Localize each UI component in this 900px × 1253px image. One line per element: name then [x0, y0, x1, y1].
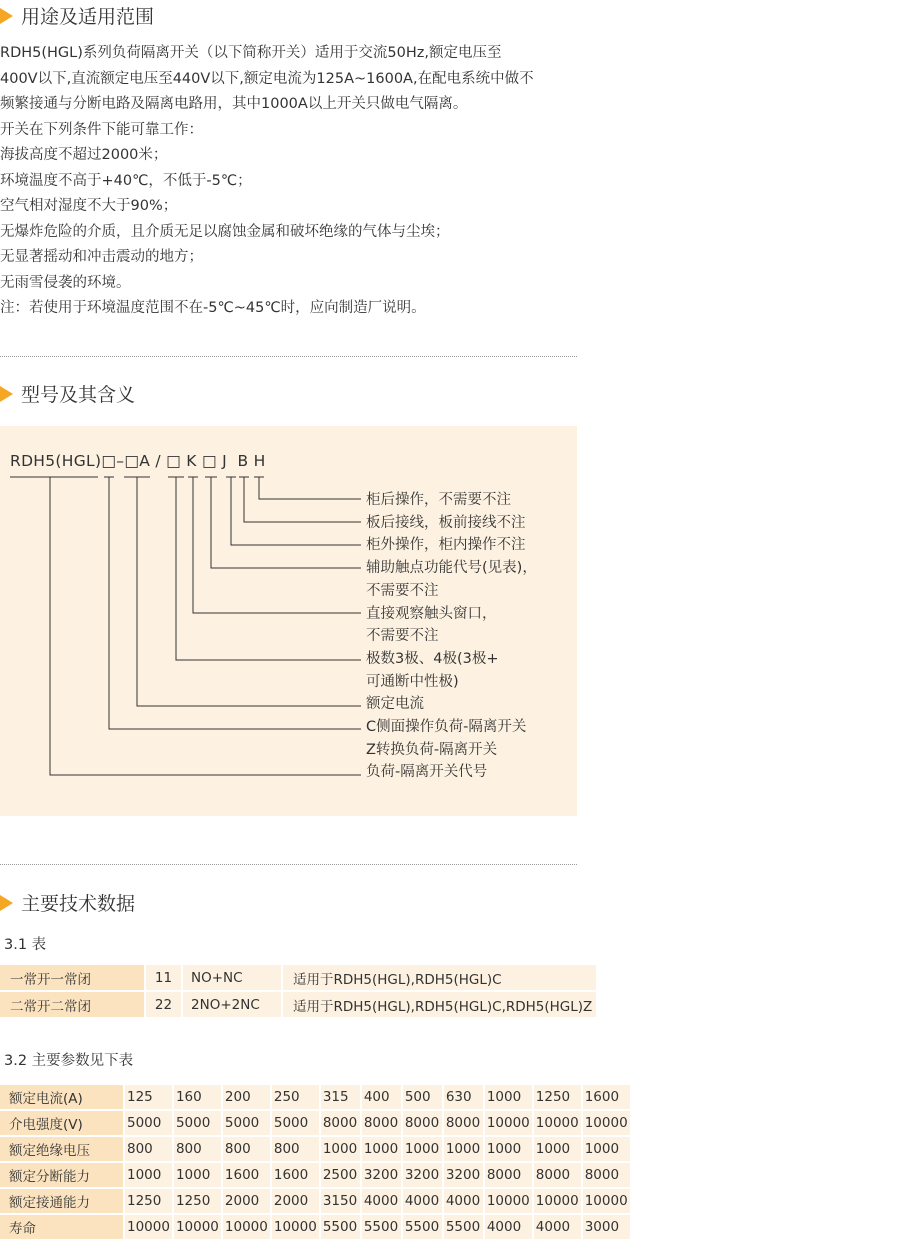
table-cell: 适用于RDH5(HGL),RDH5(HGL)C [283, 965, 596, 990]
table-row [0, 1215, 630, 1239]
row-header-cell: 寿命 [0, 1215, 123, 1239]
table-cell: 800 [125, 1137, 172, 1161]
divider [0, 864, 577, 865]
table-cell: 10000 [583, 1189, 630, 1213]
usage-line: 400V以下,直流额定电压至440V以下,额定电流为125A~1600A,在配电系统中做不 [0, 70, 534, 87]
table-cell: 3200 [444, 1163, 483, 1187]
table-cell: 1000 [534, 1137, 581, 1161]
table-row [0, 1085, 630, 1109]
usage-line: 无爆炸危险的介质，且介质无足以腐蚀金属和破坏绝缘的气体与尘埃； [0, 223, 450, 240]
table-cell: 1000 [403, 1137, 442, 1161]
table-cell: 1000 [485, 1085, 532, 1109]
model-code: RDH5(HGL)□–□A / □ K □ J B H [10, 452, 266, 470]
meaning-line: 辅助触点功能代号(见表)， [366, 560, 537, 577]
usage-line: 注：若使用于环境温度范围不在-5℃~45℃时，应向制造厂说明。 [0, 300, 426, 316]
table-row [0, 965, 596, 990]
table-cell: 8000 [583, 1163, 630, 1187]
usage-line: 频繁接通与分断电路及隔离电路用，其中1000A以上开关只做电气隔离。 [0, 96, 468, 112]
usage-line: 空气相对湿度不大于90%； [0, 198, 178, 214]
table-row [0, 1163, 630, 1187]
table-cell: 10000 [485, 1111, 532, 1135]
table-cell: 800 [174, 1137, 221, 1161]
table-cell: 5000 [223, 1111, 270, 1135]
section-header-tech-data [0, 889, 135, 916]
table-cell: 1000 [444, 1137, 483, 1161]
meaning-line: 柜后操作，不需要不注 [366, 492, 511, 508]
row-header-cell: 额定电流(A) [0, 1085, 123, 1109]
table-cell: 1000 [362, 1137, 401, 1161]
table-cell: 200 [223, 1085, 270, 1109]
table-cell: 8000 [362, 1111, 401, 1135]
usage-line: RDH5(HGL)系列负荷隔离开关（以下简称开关）适用于交流50Hz,额定电压至 [0, 45, 502, 61]
table-cell: NO+NC [183, 965, 281, 990]
table-cell: 5000 [174, 1111, 221, 1135]
table-cell: 1000 [125, 1163, 172, 1187]
table-row [0, 992, 596, 1017]
row-header-cell: 额定分断能力 [0, 1163, 123, 1187]
table-cell: 500 [403, 1085, 442, 1109]
table-cell: 1000 [583, 1137, 630, 1161]
table-cell: 4000 [444, 1189, 483, 1213]
usage-line: 无雨雪侵袭的环境。 [0, 274, 131, 291]
table-cell: 4000 [485, 1215, 532, 1239]
meaning-line: 板后接线，板前接线不注 [366, 514, 526, 531]
table-cell: 400 [362, 1085, 401, 1109]
meaning-line: 负荷-隔离开关代号 [366, 764, 488, 781]
table-cell: 2500 [321, 1163, 360, 1187]
table-cell: 8000 [485, 1163, 532, 1187]
table-cell: 5000 [125, 1111, 172, 1135]
table-cell: 3200 [403, 1163, 442, 1187]
table-cell: 2NO+2NC [183, 992, 281, 1017]
usage-line: 环境温度不高于+40℃，不低于-5℃； [0, 172, 252, 189]
leader-line [231, 477, 361, 545]
main-params-table [0, 1083, 632, 1241]
meaning-line: 柜外操作，柜内操作不注 [366, 537, 526, 554]
table-cell: 4000 [362, 1189, 401, 1213]
table-cell: 1600 [272, 1163, 319, 1187]
table-cell: 2000 [272, 1189, 319, 1213]
table-cell: 22 [146, 992, 181, 1017]
table-cell: 800 [223, 1137, 270, 1161]
table-cell: 800 [272, 1137, 319, 1161]
table-cell: 250 [272, 1085, 319, 1109]
table-cell: 10000 [272, 1215, 319, 1239]
table-cell: 1000 [485, 1137, 532, 1161]
table-cell: 5500 [444, 1215, 483, 1239]
table-row [0, 1189, 630, 1213]
table-row [0, 1111, 630, 1135]
meaning-line: 额定电流 [366, 696, 424, 713]
table-cell: 1250 [125, 1189, 172, 1213]
table1-title: 3.1 表 [4, 937, 47, 953]
table-cell: 1250 [534, 1085, 581, 1109]
table-cell: 8000 [321, 1111, 360, 1135]
table-cell: 630 [444, 1085, 483, 1109]
leader-line [137, 477, 361, 706]
table-cell: 4000 [403, 1189, 442, 1213]
table-cell: 适用于RDH5(HGL),RDH5(HGL)C,RDH5(HGL)Z [283, 992, 596, 1017]
table-cell: 10000 [485, 1189, 532, 1213]
table-cell: 3150 [321, 1189, 360, 1213]
meaning-line: 可通断中性极) [366, 673, 459, 690]
table-cell: 5000 [272, 1111, 319, 1135]
section-title: 用途及适用范围 [21, 6, 155, 28]
table-cell: 10000 [583, 1111, 630, 1135]
table-row [0, 1137, 630, 1161]
section-title: 型号及其含义 [21, 384, 136, 406]
table-cell: 315 [321, 1085, 360, 1109]
table-cell: 1250 [174, 1189, 221, 1213]
model-meanings [366, 489, 537, 784]
table-cell: 5500 [362, 1215, 401, 1239]
table2-title: 3.2 主要参数见下表 [4, 1053, 134, 1069]
usage-line: 海拔高度不超过2000米； [0, 147, 168, 163]
aux-contact-table [0, 963, 598, 1019]
meaning-line: 不需要不注 [366, 582, 439, 599]
row-header-cell: 额定绝缘电压 [0, 1137, 123, 1161]
usage-line: 无显著摇动和冲击震动的地方； [0, 249, 203, 265]
table-cell: 8000 [403, 1111, 442, 1135]
table-cell: 3200 [362, 1163, 401, 1187]
usage-line: 开关在下列条件下能可靠工作： [0, 121, 203, 138]
leader-line [109, 477, 361, 729]
meaning-line: 不需要不注 [366, 628, 439, 645]
meaning-line: 极数3极、4极(3极+ [366, 650, 499, 667]
table-cell: 1600 [583, 1085, 630, 1109]
table-cell: 8000 [534, 1163, 581, 1187]
table-cell: 125 [125, 1085, 172, 1109]
table-cell: 8000 [444, 1111, 483, 1135]
row-header-cell: 额定接通能力 [0, 1189, 123, 1213]
table-cell: 5500 [321, 1215, 360, 1239]
table-cell: 11 [146, 965, 181, 990]
table-cell: 1600 [223, 1163, 270, 1187]
table-cell: 2000 [223, 1189, 270, 1213]
row-header-cell: 介电强度(V) [0, 1111, 123, 1135]
leader-line [259, 477, 361, 499]
table-cell: 4000 [534, 1215, 581, 1239]
table-cell: 10000 [174, 1215, 221, 1239]
table-cell: 10000 [534, 1189, 581, 1213]
meaning-line: Z转换负荷-隔离开关 [366, 741, 498, 758]
table-cell: 二常开二常闭 [0, 992, 144, 1017]
table-cell: 3000 [583, 1215, 630, 1239]
table-cell: 10000 [125, 1215, 172, 1239]
meaning-line: C侧面操作负荷-隔离开关 [366, 719, 527, 736]
table-cell: 5500 [403, 1215, 442, 1239]
table-cell: 一常开一常闭 [0, 965, 144, 990]
triangle-right-icon [0, 895, 13, 911]
table-cell: 160 [174, 1085, 221, 1109]
table-cell: 10000 [223, 1215, 270, 1239]
section-title: 主要技术数据 [21, 893, 136, 915]
table-cell: 1000 [321, 1137, 360, 1161]
table-cell: 10000 [534, 1111, 581, 1135]
table-cell: 1000 [174, 1163, 221, 1187]
meaning-line: 直接观察触头窗口， [366, 605, 497, 622]
